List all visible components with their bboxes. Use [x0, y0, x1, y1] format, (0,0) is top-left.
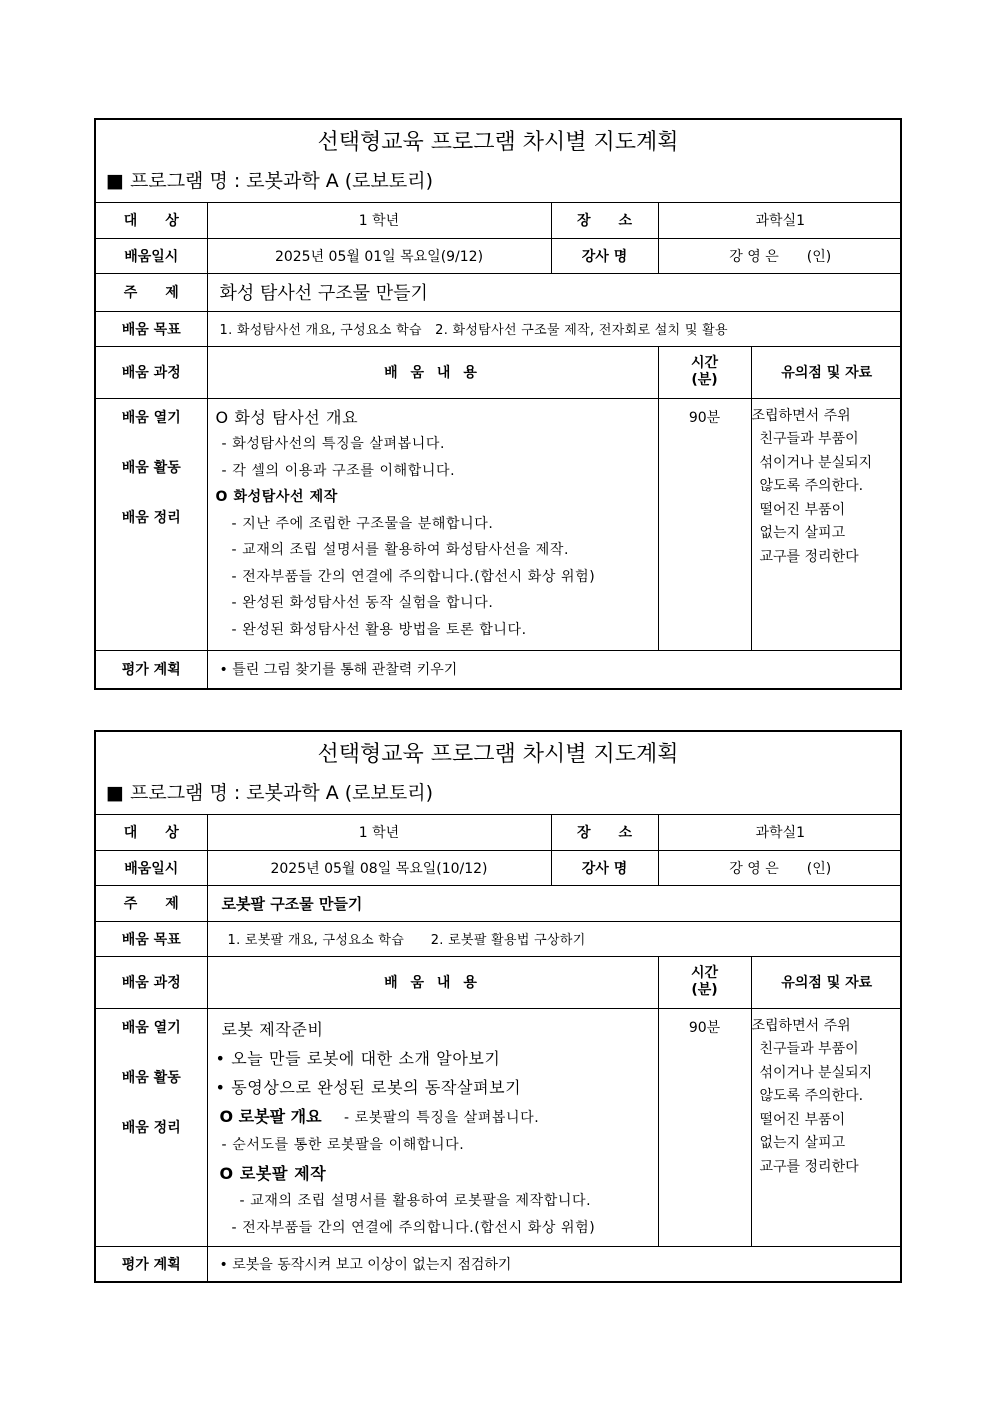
note-line: 친구들과 부품이 — [759, 431, 859, 447]
eval-label: 평가 계획 — [96, 1246, 207, 1281]
date-label: 배움일시 — [96, 238, 207, 273]
notes-header: 유의점 및 자료 — [751, 956, 902, 1008]
subject-value: 화성 탐사선 구조물 만들기 — [207, 273, 902, 311]
step-activity: 배움 활동 — [121, 459, 181, 476]
content-line: - 교재의 조립 설명서를 활용하여 로봇팔을 제작합니다. — [239, 1192, 592, 1209]
content-line: - 전자부품들 간의 연결에 주의합니다.(합선시 화상 위험) — [231, 568, 596, 585]
content-line: - 화성탐사선의 특징을 살펴봅니다. — [221, 436, 446, 452]
content-line: • 동영상으로 완성된 로봇의 동작살펴보기 — [215, 1077, 522, 1097]
notes-header: 유의점 및 자료 — [751, 346, 902, 398]
content-line: - 지난 주에 조립한 구조물을 분해합니다. — [231, 515, 494, 532]
note-line: 떨어진 부품이 — [759, 1111, 846, 1128]
process-label: 배움 과정 — [96, 346, 207, 398]
step-opening: 배움 열기 — [121, 409, 181, 426]
instructor-value: 강 영 은 (인) — [658, 238, 902, 273]
time-header — [658, 346, 751, 398]
process-steps — [96, 1008, 207, 1246]
time-value: 90분 — [658, 1008, 751, 1246]
program-name: ■ 프로그램 명 : 로봇과학 A (로보토리) — [96, 164, 900, 203]
note-line: 섞이거나 분실되지 — [759, 454, 873, 471]
note-line: 않도록 주의한다. — [759, 1088, 864, 1104]
date-value: 2025년 05월 08일 목요일(10/12) — [207, 850, 551, 885]
place-label: 장 소 — [551, 815, 658, 850]
instructor-label: 강사 명 — [551, 238, 658, 273]
note-line: 섞이거나 분실되지 — [759, 1064, 873, 1081]
goal-value: 1. 화성탐사선 개요, 구성요소 학습 2. 화성탐사선 구조물 제작, 전자회로 설치 및 활용 — [207, 311, 902, 346]
content-line: - 교재의 조립 설명서를 활용하여 화성탐사선을 제작. — [231, 542, 570, 558]
content-line: O 화성 탐사선 개요 — [215, 407, 359, 427]
content-line: - 완성된 화성탐사선 활용 방법을 토론 합니다. — [231, 621, 527, 638]
instructor-label: 강사 명 — [551, 850, 658, 885]
time-header-unit: (분) — [691, 982, 718, 998]
date-label: 배움일시 — [96, 850, 207, 885]
step-activity: 배움 활동 — [121, 1069, 181, 1086]
goal-label: 배움 목표 — [96, 921, 207, 956]
note-line: 친구들과 부품이 — [759, 1041, 859, 1057]
content-header: 배 움 내 용 — [207, 346, 658, 398]
content-line: - 로봇팔의 특징을 살펴봅니다. — [343, 1109, 540, 1126]
step-closing: 배움 정리 — [121, 509, 181, 526]
content-line: O 로봇팔 제작 — [219, 1163, 327, 1183]
plan-title: 선택형교육 프로그램 차시별 지도계획 — [317, 130, 679, 155]
content-line: O 화성탐사선 제작 — [215, 489, 338, 505]
note-line: 교구를 정리한다 — [759, 548, 859, 565]
goal-value: 1. 로봇팔 개요, 구성요소 학습 2. 로봇팔 활용법 구상하기 — [207, 921, 902, 956]
eval-label: 평가 계획 — [96, 650, 207, 688]
time-header-label: 시간 — [690, 965, 719, 981]
content-line: • 오늘 만들 로봇에 대한 소개 알아보기 — [215, 1048, 501, 1068]
lesson-plan-2 — [94, 730, 902, 1283]
subject-label: 주 제 — [96, 885, 207, 921]
place-label: 장 소 — [551, 203, 658, 238]
note-line: 않도록 주의한다. — [759, 478, 864, 494]
notes — [751, 1008, 902, 1246]
lesson-content — [207, 1008, 658, 1246]
content-line: - 전자부품들 간의 연결에 주의합니다.(합선시 화상 위험) — [231, 1219, 596, 1236]
program-name: ■ 프로그램 명 : 로봇과학 A (로보토리) — [96, 776, 900, 815]
step-closing: 배움 정리 — [121, 1119, 181, 1136]
place-value: 과학실1 — [658, 815, 902, 850]
target-value: 1 학년 — [207, 815, 551, 850]
content-line: O 로봇팔 개요 — [219, 1106, 322, 1126]
instructor-value: 강 영 은 (인) — [658, 850, 902, 885]
target-label: 대 상 — [96, 815, 207, 850]
plan-table — [96, 815, 902, 1281]
place-value: 과학실1 — [658, 203, 902, 238]
note-line: 조립하면서 주위 — [751, 1017, 851, 1034]
time-header-unit: (분) — [691, 372, 718, 388]
subject-value: 로봇팔 구조물 만들기 — [207, 885, 902, 921]
plan-title: 선택형교육 프로그램 차시별 지도계획 — [317, 742, 679, 767]
plan-table — [96, 203, 902, 688]
target-value: 1 학년 — [207, 203, 551, 238]
note-line: 없는지 살피고 — [759, 1135, 846, 1151]
content-line-group — [216, 1102, 654, 1131]
content-line: - 순서도를 통한 로봇팔을 이해합니다. — [221, 1136, 465, 1153]
content-line: - 각 셀의 이용과 구조를 이해합니다. — [221, 462, 456, 479]
lesson-content — [207, 398, 658, 650]
process-label: 배움 과정 — [96, 956, 207, 1008]
time-value: 90분 — [658, 398, 751, 650]
lesson-plan-1 — [94, 118, 902, 690]
note-line: 없는지 살피고 — [759, 525, 846, 541]
note-line: 조립하면서 주위 — [751, 407, 851, 424]
goal-label: 배움 목표 — [96, 311, 207, 346]
note-line: 교구를 정리한다 — [759, 1158, 859, 1175]
process-steps — [96, 398, 207, 650]
time-header — [658, 956, 751, 1008]
note-line: 떨어진 부품이 — [759, 501, 846, 518]
eval-value: • 틀린 그림 찾기를 통해 관찰력 키우기 — [207, 650, 902, 688]
date-value: 2025년 05월 01일 목요일(9/12) — [207, 238, 551, 273]
eval-value: • 로봇을 동작시켜 보고 이상이 없는지 점검하기 — [207, 1246, 902, 1281]
content-header: 배 움 내 용 — [207, 956, 658, 1008]
content-line: 로봇 제작준비 — [221, 1019, 324, 1039]
target-label: 대 상 — [96, 203, 207, 238]
time-header-label: 시간 — [690, 355, 719, 371]
notes — [751, 398, 902, 650]
subject-label: 주 제 — [96, 273, 207, 311]
content-line: - 완성된 화성탐사선 동작 실험을 합니다. — [231, 595, 494, 611]
step-opening: 배움 열기 — [121, 1019, 181, 1036]
